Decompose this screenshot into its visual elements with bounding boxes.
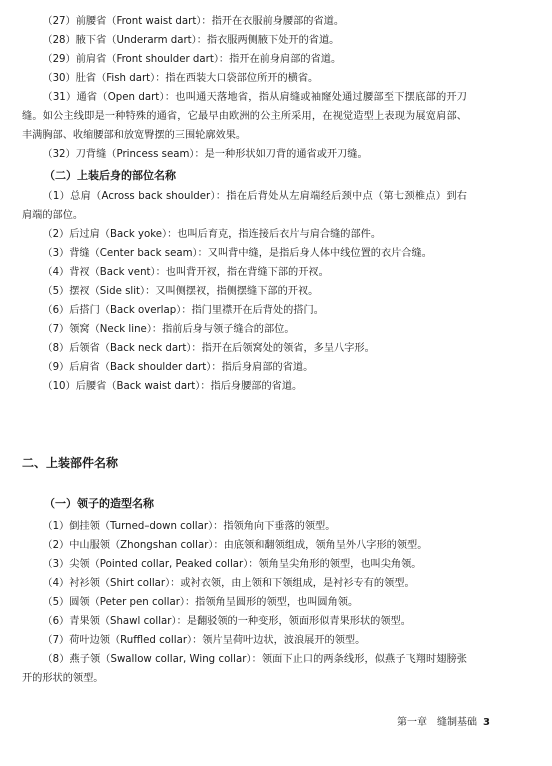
footer-chapter: 第一章 [397,717,428,728]
collar-term-6: （6）青果领（Shawl collar）：是翻驳领的一种变形，领面形似青果形状的领型。 [42,616,411,627]
collar-section-heading: （一）领子的造型名称 [44,497,154,510]
term-31: （31）通省（Open dart）：也叫通天落地省，指从肩缝或袖窿处通过腰部至下摆底部的开刀缝。如公主线即是一种特殊的通省，它最早由欧洲的公主所采用，在视觉造型上表现为展宽肩部、丰满胸部、收缩腰部和放宽臀摆的三围轮廓效果。 [22,92,467,141]
back-term-2: （2）后过肩（Back yoke）：也叫后育克，指连接后衣片与肩合缝的部件。 [42,229,382,240]
back-term-8: （8）后领省（Back neck dart）：指开在后领窝处的领省，多呈八字形。 [42,343,375,354]
term-28: （28）腋下省（Underarm dart）：指衣服两侧腋下处开的省道。 [42,35,340,46]
collar-term-7: （7）荷叶边领（Ruffled collar）：领片呈荷叶边状，波浪展开的领型。 [42,635,366,646]
collar-term-8: （8）燕子领（Swallow collar, Wing collar）：领面下止口的两条线形，似燕子飞翔时翅膀张开的形状的领型。 [22,654,467,684]
term-27: （27）前腰省（Front waist dart）：指开在衣服前身腰部的省道。 [42,16,345,27]
back-term-10: （10）后腰省（Back waist dart）：指后身腰部的省道。 [42,381,303,392]
collar-term-4: （4）衬衫领（Shirt collar）：或衬衣领，由上领和下领组成，是衬衫专有的领型。 [42,578,415,589]
back-term-9: （9）后肩省（Back shoulder dart）：指后身肩部的省道。 [42,362,314,373]
chapter-heading: 二、上装部件名称 [22,456,119,470]
footer-title: 缝制基础 [437,717,478,728]
front-terms-section [22,12,467,396]
term-29: （29）前肩省（Front shoulder dart）：指开在前身肩部的省道。 [42,54,342,65]
page-number: 3 [483,717,490,728]
collar-term-1: （1）倒挂领（Turned–down collar）：指领角向下垂落的领型。 [42,521,336,532]
collar-term-3: （3）尖领（Pointed collar, Peaked collar）：领角呈尖角形的领型，也叫尖角领。 [42,559,422,570]
collar-term-2: （2）中山服领（Zhongshan collar）：由底领和翻领组成，领角呈外八字形的领型。 [42,540,428,551]
back-term-4: （4）背衩（Back vent）：也叫背开衩，指在背缝下部的开衩。 [42,267,329,278]
collar-term-5: （5）圆领（Peter pen collar）：指领角呈圆形的领型，也叫圆角领。 [42,597,359,608]
term-32: （32）刀背缝（Princess seam）：是一种形状如刀背的通省或开刀缝。 [42,149,368,160]
term-30: （30）肚省（Fish dart）：指在西装大口袋部位所开的横省。 [42,73,319,84]
back-term-6: （6）后搭门（Back overlap）：指门里襟开在后背处的搭门。 [42,305,324,316]
back-section-heading: （二）上装后身的部位名称 [44,169,176,182]
back-term-5: （5）摆衩（Side slit）：又叫侧摆衩，指侧摆缝下部的开衩。 [42,286,319,297]
page-footer [397,715,490,731]
back-term-1: （1）总肩（Across back shoulder）：指在后背处从左肩端经后颈中点（第七颈椎点）到右肩端的部位。 [22,191,467,221]
collar-terms-section [22,494,467,688]
back-term-3: （3）背缝（Center back seam）：又叫背中缝，是指后身人体中线位置的衣片合缝。 [42,248,432,259]
back-term-7: （7）领窝（Neck line）：指前后身与领子缝合的部位。 [42,324,295,335]
